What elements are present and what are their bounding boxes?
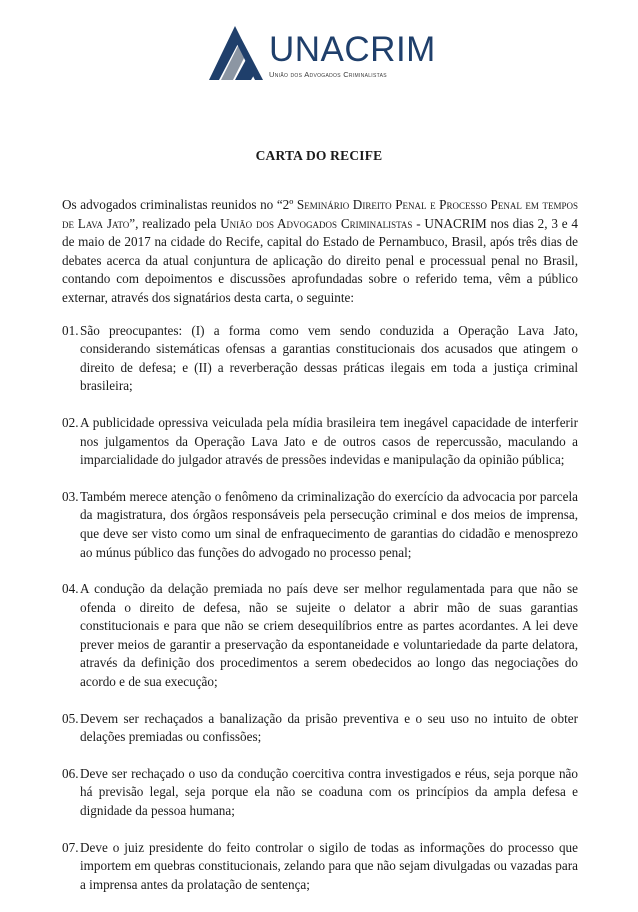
- document-title: CARTA DO RECIFE: [255, 148, 383, 163]
- item-number: 01.: [62, 322, 79, 338]
- list-item: [62, 414, 578, 470]
- org-name: União dos Advogados Criminalistas: [220, 215, 413, 231]
- item-number: 06.: [62, 765, 79, 781]
- event-name: Seminário Direito Penal e Processo Penal em tempos de Lava Jato: [62, 197, 578, 231]
- list-item: [62, 839, 578, 895]
- item-list: [62, 322, 578, 895]
- list-item: [62, 322, 578, 396]
- unacrim-logo: [205, 22, 435, 86]
- item-text: Devem ser rechaçados a banalização da prisão preventiva e o seu uso no intuito de obter delações premiadas ou confissões;: [80, 710, 578, 745]
- brand-name: UNACRIM: [269, 30, 436, 69]
- item-number: 02.: [62, 414, 79, 430]
- item-number: 05.: [62, 710, 79, 726]
- list-item: [62, 580, 578, 692]
- list-item: [62, 488, 578, 562]
- document-body: [62, 196, 578, 912]
- item-number: 03.: [62, 488, 79, 504]
- item-text: São preocupantes: (I) a forma como vem sendo conduzida a Operação Lava Jato, considerando sistemáticas ofensas a garantias constitucionais dos acusados que atingem o direito de defesa; e (II) a reverberação dessas práticas ilegais em toda a justiça criminal brasileira;: [80, 322, 578, 394]
- intro-text-3: - UNACRIM nos dias 2, 3 e 4 de maio de 2017 na cidade do Recife, capital do Estado de Pernambuco, Brasil, após três dias de debates acerca da atual conjuntura de aplicação do direito penal e processual penal no Brasil, contando com depoimentos e discussões aprofundadas sobre o referido tema, vêm a público externar, através dos signatários desta carta, o seguinte:: [62, 215, 578, 305]
- item-text: A publicidade opressiva veiculada pela mídia brasileira tem inegável capacidade de interferir nos julgamentos da Operação Lava Jato e de outros casos de repercussão, maculando a imparcialidade do julgador através de pressões indevidas e manipulação da opinião pública;: [80, 414, 578, 468]
- item-number: 07.: [62, 839, 79, 855]
- unacrim-logo-mark-icon: [205, 22, 267, 82]
- intro-text-1: Os advogados criminalistas reunidos no “2º: [62, 197, 297, 212]
- item-text: A condução da delação premiada no país deve ser melhor regulamentada para que não se ofenda o direito de defesa, não se sujeite o delator a abrir mão de suas garantias constitucionais e para que não se criem desequilíbrios entre as partes acordantes. A lei deve prever meios de garantir a preservação da espontaneidade e voluntariedade da parte delatora, através da definição dos procedimentos a serem obedecidos ao longo das negociações do acordo e de sua execução;: [80, 581, 578, 690]
- list-item: [62, 765, 578, 821]
- list-item: [62, 710, 578, 747]
- item-text: Deve ser rechaçado o uso da condução coercitiva contra investigados e réus, seja porque não há previsão legal, seja porque ela não se coaduna com os princípios da ampla defesa e dignidade da pessoa humana;: [80, 765, 578, 819]
- brand-tagline: União dos Advogados Criminalistas: [269, 70, 387, 79]
- item-text: Deve o juiz presidente do feito controlar o sigilo de todas as informações do processo que importem em quebras constitucionais, zelando para que não sejam divulgadas ou vazadas para a imprensa antes da prolatação de sentença;: [80, 839, 578, 892]
- intro-paragraph: [62, 196, 578, 308]
- item-text: Também merece atenção o fenômeno da criminalização do exercício da advocacia por parcela da magistratura, dos órgãos responsáveis pela persecução criminal e dos meios de imprensa, que deve ser visto como um sinal de enfraquecimento de garantias do cidadão e menosprezo ao múnus público das funções do advogado no processo penal;: [80, 488, 578, 560]
- intro-text-2: ”, realizado pela: [129, 215, 221, 231]
- item-number: 04.: [62, 581, 79, 597]
